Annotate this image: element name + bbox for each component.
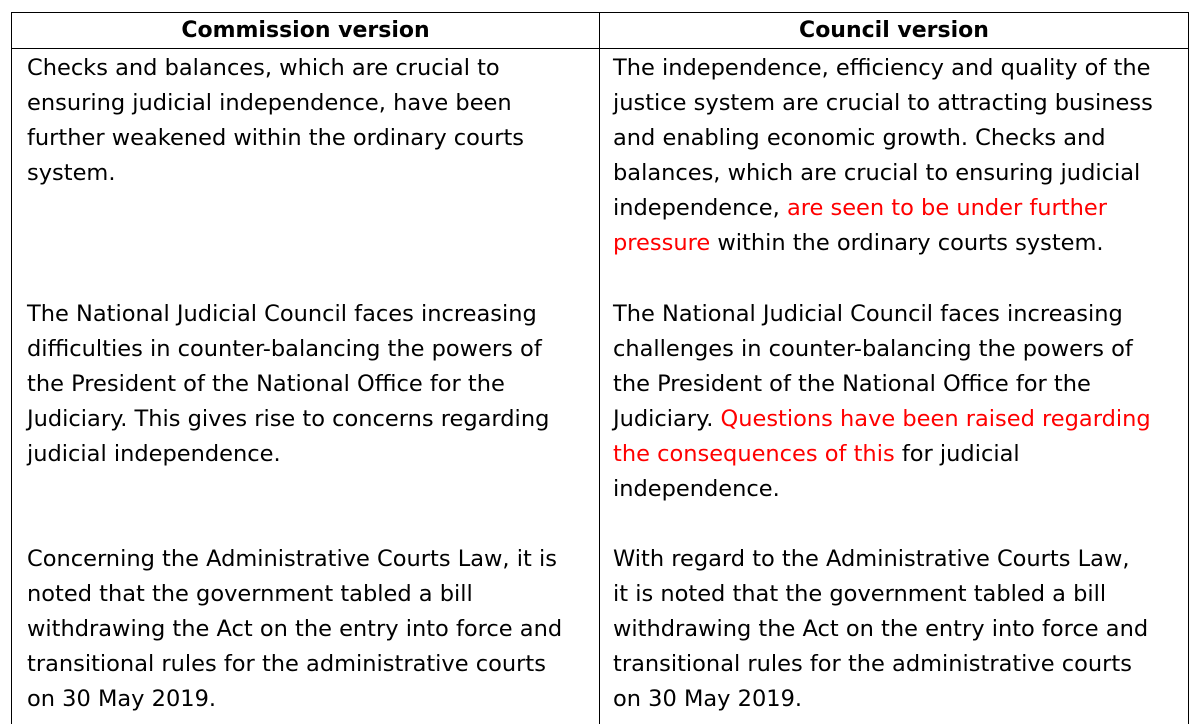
- text-segment: within the ordinary courts system.: [710, 230, 1104, 256]
- text-line: withdrawing the Act on the entry into force and: [613, 616, 1149, 642]
- text-line: [613, 437, 1151, 472]
- text-line: transitional rules for the administrative courts: [613, 651, 1132, 677]
- text-line: The independence, efficiency and quality of the: [613, 55, 1151, 81]
- text-line: it is noted that the government tabled a bill: [613, 581, 1107, 607]
- text-line: withdrawing the Act on the entry into force and: [27, 616, 563, 642]
- text-line: [613, 226, 1153, 261]
- column-divider: [599, 13, 600, 724]
- changed-text: the consequences of this: [613, 441, 895, 467]
- changed-text: pressure: [613, 230, 711, 256]
- comparison-table: [11, 12, 1189, 724]
- text-line: challenges in counter-balancing the powers of: [613, 336, 1133, 362]
- commission-cell-administrative-courts: [27, 542, 562, 717]
- council-cell-checks-and-balances: [613, 51, 1153, 261]
- text-line: independence.: [613, 476, 780, 502]
- text-segment: Judiciary.: [613, 406, 721, 432]
- text-line: on 30 May 2019.: [613, 686, 803, 712]
- text-line: further weakened within the ordinary courts: [27, 125, 524, 151]
- text-line: justice system are crucial to attracting business: [613, 90, 1153, 116]
- text-line: The National Judicial Council faces increasing: [613, 301, 1123, 327]
- text-line: transitional rules for the administrative courts: [27, 651, 546, 677]
- text-line: system.: [27, 160, 116, 186]
- text-line: Checks and balances, which are crucial to: [27, 55, 500, 81]
- commission-cell-checks-and-balances: [27, 51, 524, 191]
- text-line: difficulties in counter-balancing the powers of: [27, 336, 542, 362]
- text-line: noted that the government tabled a bill: [27, 581, 473, 607]
- text-line: judicial independence.: [27, 441, 281, 467]
- text-line: [613, 402, 1151, 437]
- text-line: on 30 May 2019.: [27, 686, 217, 712]
- text-line: ensuring judicial independence, have been: [27, 90, 512, 116]
- text-line: balances, which are crucial to ensuring judicial: [613, 160, 1141, 186]
- text-line: With regard to the Administrative Courts Law,: [613, 546, 1130, 572]
- commission-cell-judicial-council: [27, 297, 549, 472]
- text-line: Judiciary. This gives rise to concerns regarding: [27, 406, 550, 432]
- council-cell-administrative-courts: [613, 542, 1148, 717]
- text-line: and enabling economic growth. Checks and: [613, 125, 1106, 151]
- text-segment: for judicial: [894, 441, 1020, 467]
- changed-text: are seen to be under further: [786, 195, 1107, 221]
- text-segment: independence,: [613, 195, 787, 221]
- text-line: The National Judicial Council faces increasing: [27, 301, 537, 327]
- text-line: the President of the National Office for the: [613, 371, 1091, 397]
- text-line: Concerning the Administrative Courts Law, it is: [27, 546, 557, 572]
- table-header-row: [12, 13, 1188, 49]
- changed-text: Questions have been raised regarding: [720, 406, 1151, 432]
- text-line: [613, 191, 1153, 226]
- header-council-version: Council version: [799, 18, 989, 43]
- header-commission-version: Commission version: [181, 18, 430, 43]
- council-cell-judicial-council: [613, 297, 1151, 507]
- text-line: the President of the National Office for the: [27, 371, 505, 397]
